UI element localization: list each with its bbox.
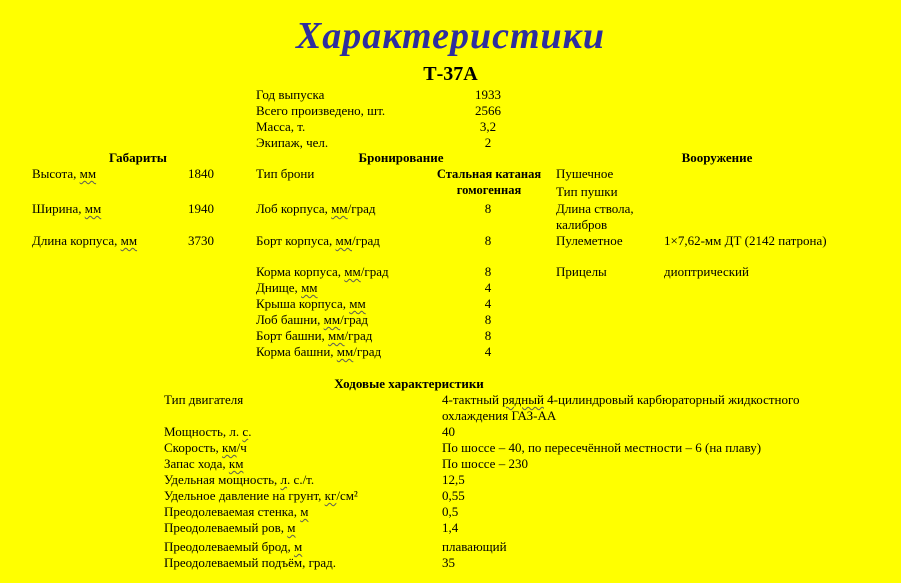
armor-value: 8 <box>484 201 492 216</box>
mobility-value: 0,5 <box>442 504 459 519</box>
mobility-label: Преодолеваемый ров, м <box>164 520 296 535</box>
armor-value: 4 <box>484 344 492 359</box>
armor-type-value: Стальная катаная гомогенная <box>436 167 542 197</box>
armor-label: Корма башни, мм/град <box>256 344 382 359</box>
armor-value: 8 <box>484 328 492 343</box>
mobility-value: По шоссе – 230 <box>442 456 528 471</box>
mobility-label: Тип двигателя <box>164 392 244 407</box>
armor-value: 8 <box>484 264 492 279</box>
general-label: Всего произведено, шт. <box>256 103 386 118</box>
general-value: 3,2 <box>479 119 497 134</box>
general-value: 1933 <box>475 87 501 102</box>
mobility-label: Запас хода, км <box>164 456 244 471</box>
general-label: Экипаж, чел. <box>256 135 329 150</box>
mobility-value: плавающий <box>442 539 507 554</box>
armor-header: Бронирование <box>358 150 444 165</box>
dimension-value: 1840 <box>188 166 214 181</box>
weapon-machine-gun-label: Пулеметное <box>556 233 623 248</box>
armor-value: 4 <box>484 280 492 295</box>
armor-label: Днище, мм <box>256 280 318 295</box>
armor-label: Борт корпуса, мм/град <box>256 233 380 248</box>
mobility-value: 12,5 <box>442 472 465 487</box>
mobility-value: 0,55 <box>442 488 465 503</box>
armor-value: 8 <box>484 233 492 248</box>
dimension-label: Длина корпуса, мм <box>32 233 138 248</box>
armor-label: Корма корпуса, мм/град <box>256 264 389 279</box>
mobility-value: 40 <box>442 424 455 439</box>
armor-type-label: Тип брони <box>256 166 315 181</box>
armor-label: Крыша корпуса, мм <box>256 296 366 311</box>
armor-label: Лоб башни, мм/град <box>256 312 368 327</box>
dimension-label: Высота, мм <box>32 166 97 181</box>
weapon-sights-label: Прицелы <box>556 264 607 279</box>
weapon-cannon-label: Пушечное <box>556 166 614 181</box>
weapon-barrel-length-label: Длина ствола, калибров <box>556 201 634 232</box>
armor-value: 8 <box>484 312 492 327</box>
mobility-label: Скорость, км/ч <box>164 440 247 455</box>
mobility-label: Мощность, л. с. <box>164 424 252 439</box>
general-value: 2566 <box>475 103 501 118</box>
dimension-label: Ширина, мм <box>32 201 102 216</box>
mobility-label: Преодолеваемый брод, м <box>164 539 303 554</box>
weapon-sights-value: диоптрический <box>664 264 749 279</box>
tank-name: Т-37А <box>423 63 478 85</box>
mobility-label: Удельное давление на грунт, кг/см² <box>164 488 358 503</box>
mobility-label: Удельная мощность, л. с./т. <box>164 472 315 487</box>
mobility-value: 4-тактный рядный 4-цилиндровый карбюраторный жидкостного охлаждения ГАЗ-АА <box>442 392 800 423</box>
armor-value: 4 <box>484 296 492 311</box>
page-title: Характеристики <box>295 15 606 57</box>
dimension-value: 1940 <box>188 201 214 216</box>
mobility-value: По шоссе – 40, по пересечённой местности – 6 (на плаву) <box>442 440 762 455</box>
general-value: 2 <box>484 135 492 150</box>
general-label: Год выпуска <box>256 87 325 102</box>
weapons-header: Вооружение <box>681 150 753 165</box>
mobility-value: 35 <box>442 555 455 570</box>
weapon-gun-type-label: Тип пушки <box>556 184 618 199</box>
armor-label: Борт башни, мм/град <box>256 328 373 343</box>
mobility-label: Преодолеваемый подъём, град. <box>164 555 337 570</box>
dimension-value: 3730 <box>188 233 214 248</box>
general-label: Масса, т. <box>256 119 306 134</box>
weapon-machine-gun-value: 1×7,62-мм ДТ (2142 патрона) <box>664 233 827 248</box>
dimensions-header: Габариты <box>109 150 167 165</box>
mobility-label: Преодолеваемая стенка, м <box>164 504 309 519</box>
armor-label: Лоб корпуса, мм/град <box>256 201 376 216</box>
mobility-header: Ходовые характеристики <box>334 376 484 391</box>
mobility-value: 1,4 <box>442 520 459 535</box>
